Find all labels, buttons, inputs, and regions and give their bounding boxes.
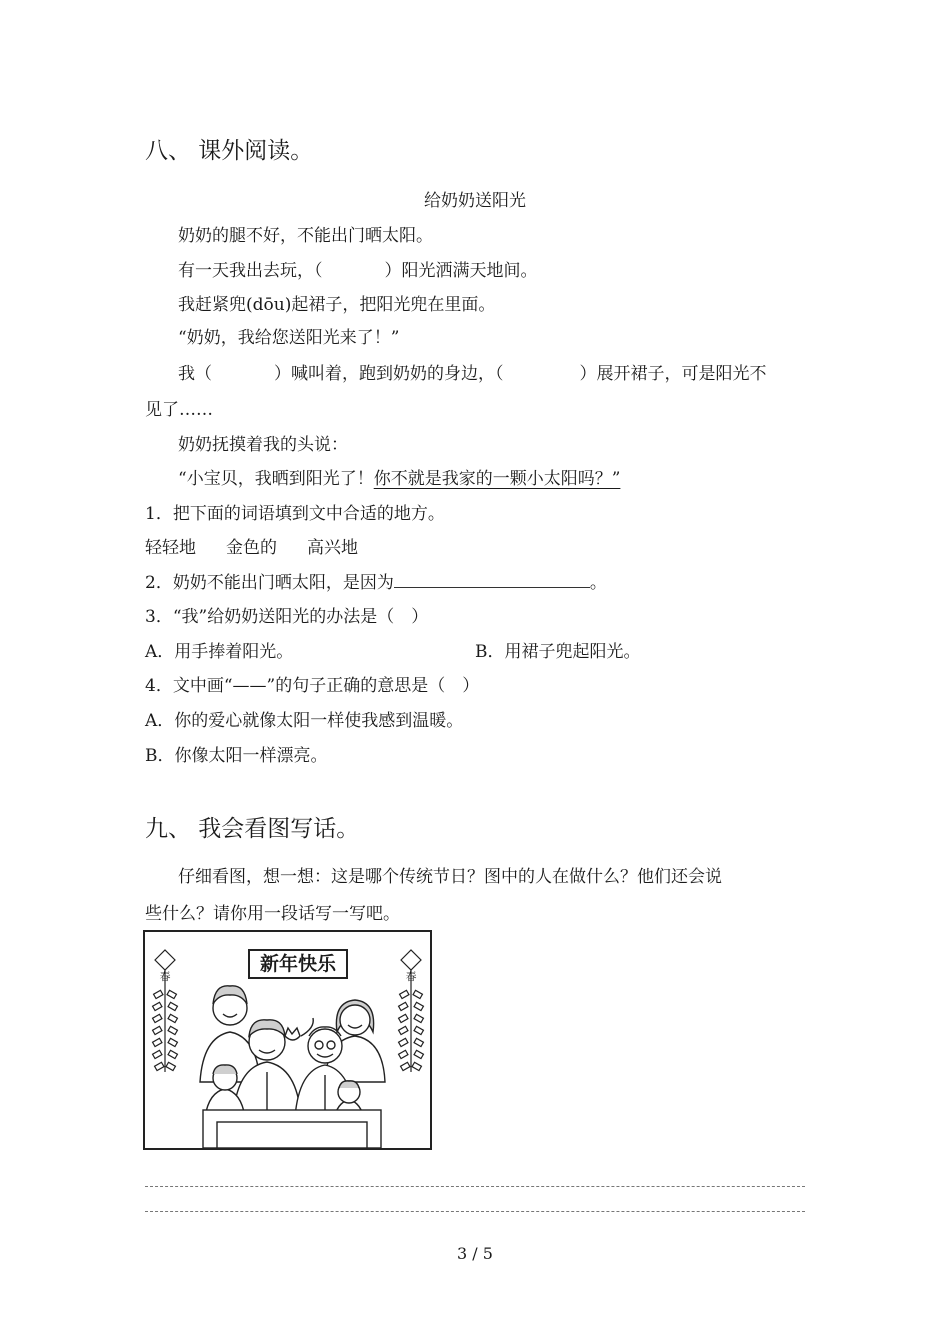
paragraph-7-part-a: “小宝贝，我晒到阳光了！: [178, 469, 374, 489]
paragraph-6: 奶奶抚摸着我的头说：: [178, 435, 348, 455]
firecracker-right-icon: [399, 950, 424, 1072]
option-3a[interactable]: A．用手捧着阳光。: [145, 642, 294, 662]
writing-line-2[interactable]: [145, 1211, 805, 1212]
paragraph-5: [178, 359, 767, 384]
answer-line-q2[interactable]: [394, 573, 590, 588]
word-1: 轻轻地: [145, 538, 196, 558]
paragraph-5-continued: 见了……: [145, 400, 213, 420]
paragraph-3: 我赶紧兜(dōu)起裙子，把阳光兜在里面。: [178, 295, 496, 315]
question-4: 4．文中画“——”的句子正确的意思是（ ）: [145, 676, 480, 696]
couplet-right: 春: [405, 970, 417, 983]
paragraph-5-part-b: ）喊叫着，跑到奶奶的身边，（: [274, 364, 504, 384]
picture-banner: 新年快乐: [248, 949, 348, 979]
option-4b[interactable]: B．你像太阳一样漂亮。: [145, 746, 328, 766]
question-3: 3．“我”给奶奶送阳光的办法是（ ）: [145, 607, 429, 627]
story-title: 给奶奶送阳光: [424, 191, 526, 211]
word-3: 高兴地: [307, 538, 358, 558]
section8-heading: 八、 课外阅读。: [145, 138, 314, 164]
paragraph-2-part-b: ）阳光洒满天地间。: [384, 261, 538, 281]
writing-line-1[interactable]: [145, 1186, 805, 1187]
paragraph-2: [178, 256, 538, 281]
prompt-line-2: 些什么？请你用一段话写一写吧。: [145, 904, 400, 924]
firecracker-left-icon: [153, 950, 178, 1072]
word-list: [145, 533, 358, 558]
paragraph-7: [178, 464, 620, 489]
page-number: 3 / 5: [457, 1244, 493, 1263]
paragraph-2-part-a: 有一天我出去玩，（: [178, 261, 323, 281]
option-3b[interactable]: B．用裙子兜起阳光。: [475, 642, 641, 662]
new-year-picture: [143, 930, 432, 1150]
underlined-sentence: 你不就是我家的一颗小太阳吗？”: [373, 469, 621, 489]
question-2-text: 2．奶奶不能出门晒太阳，是因为: [145, 573, 394, 593]
prompt-line-1: 仔细看图，想一想：这是哪个传统节日？图中的人在做什么？他们还会说: [178, 867, 722, 887]
couplet-left: 春: [159, 970, 171, 983]
paragraph-4: “奶奶，我给您送阳光来了！”: [178, 328, 400, 348]
option-4a[interactable]: A．你的爱心就像太阳一样使我感到温暖。: [145, 711, 464, 731]
section9-heading: 九、 我会看图写话。: [145, 816, 360, 842]
paragraph-1: 奶奶的腿不好，不能出门晒太阳。: [178, 226, 433, 246]
word-2: 金色的: [226, 538, 277, 558]
paragraph-5-part-a: 我（: [178, 364, 212, 384]
paragraph-5-part-c: ）展开裙子，可是阳光不: [579, 364, 767, 384]
question-2: [145, 568, 607, 593]
question-1: 1．把下面的词语填到文中合适的地方。: [145, 504, 445, 524]
family-members-icon: [200, 986, 385, 1148]
question-2-end: 。: [589, 573, 607, 593]
